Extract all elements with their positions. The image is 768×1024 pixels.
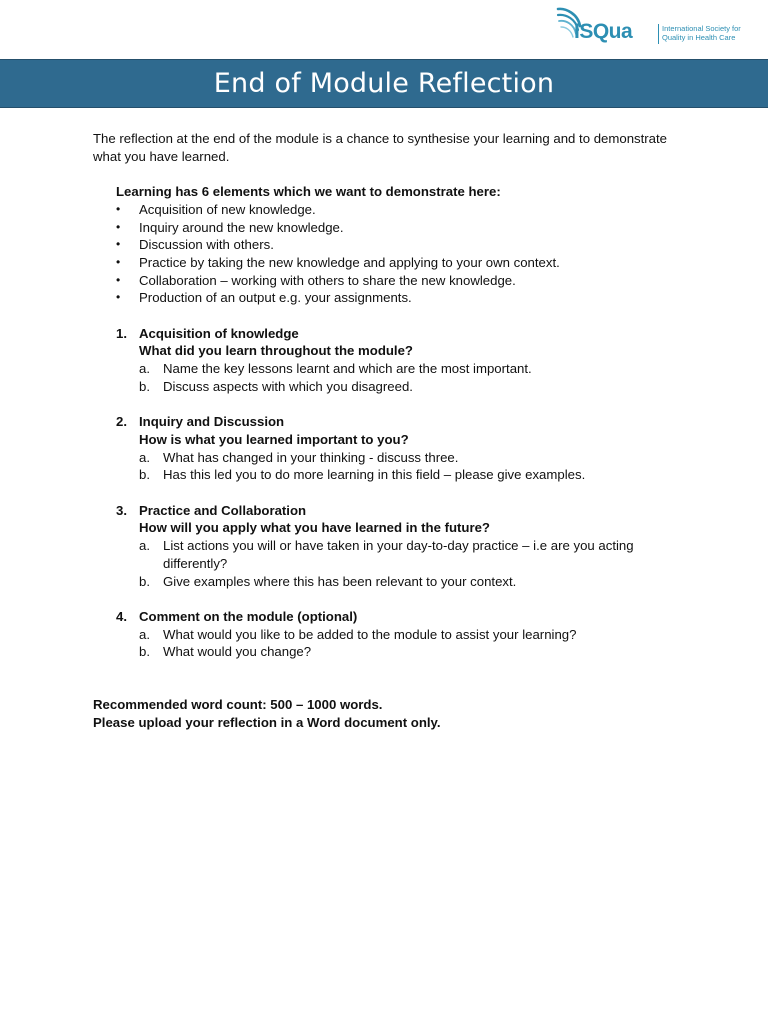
section-items [139,360,673,395]
section-item [139,643,673,661]
isqua-logo [556,6,762,46]
bullet-icon: • [116,272,121,287]
section-item [139,360,673,378]
section-items [139,449,673,484]
item-text: List actions you will or have taken in your day-to-day practice – i.e are you acting differently? [163,538,634,571]
footer-notes [93,696,673,731]
reflection-section [116,608,673,661]
section-item [139,449,673,467]
section-heading: Practice and Collaboration [139,502,307,518]
item-letter: a. [139,538,150,554]
reflection-section [116,325,673,396]
logo-wordmark: ISQua [574,20,633,43]
section-question: How is what you learned important to you? [139,431,409,447]
bullet-icon: • [116,201,121,216]
item-text: Has this led you to do more learning in this field – please give examples. [163,467,586,483]
element-item [116,254,673,272]
element-text: Production of an output e.g. your assignments. [139,290,412,306]
section-item [139,537,673,572]
item-text: Give examples where this has been relevant to your context. [163,573,517,589]
item-text: What has changed in your thinking - discuss three. [163,449,459,465]
section-heading: Acquisition of knowledge [139,325,299,341]
element-text: Collaboration – working with others to share the new knowledge. [139,272,516,288]
reflection-section [116,413,673,484]
item-text: What would you change? [163,644,312,660]
element-item [116,272,673,290]
reflection-section [116,502,673,591]
section-heading: Inquiry and Discussion [139,414,285,430]
section-item [139,466,673,484]
intro-paragraph: The reflection at the end of the module is a chance to synthesise your learning and to demonstrate what you have learned. [93,131,668,164]
bullet-icon: • [116,290,121,305]
element-text: Acquisition of new knowledge. [139,201,316,217]
item-text: Discuss aspects with which you disagreed. [163,378,413,394]
element-item [116,289,673,307]
elements-list [116,201,673,307]
element-text: Discussion with others. [139,237,274,253]
element-item [116,219,673,237]
logo-tagline: International Society for Quality in Health Care [662,24,741,42]
item-letter: a. [139,361,150,377]
section-item [139,626,673,644]
section-heading: Comment on the module (optional) [139,608,358,624]
document-body [93,130,673,731]
reflection-sections [93,325,673,661]
upload-note: Please upload your reflection in a Word document only. [93,714,441,730]
learning-elements-block [93,183,673,307]
element-text: Practice by taking the new knowledge and applying to your own context. [139,254,560,270]
section-item [139,573,673,591]
element-item [116,201,673,219]
section-items [139,626,673,661]
item-text: Name the key lessons learnt and which are the most important. [163,361,532,377]
logo-divider [658,24,659,44]
section-number: 2. [116,414,127,430]
item-text: What would you like to be added to the module to assist your learning? [163,626,577,642]
title-bar [0,59,768,108]
item-letter: a. [139,626,150,642]
section-item [139,378,673,396]
element-item [116,236,673,254]
section-number: 3. [116,502,127,518]
section-items [139,537,673,590]
bullet-icon: • [116,219,121,234]
item-letter: a. [139,449,150,465]
section-question: What did you learn throughout the module? [139,343,413,359]
section-number: 1. [116,325,127,341]
bullet-icon: • [116,237,121,252]
element-text: Inquiry around the new knowledge. [139,219,344,235]
section-number: 4. [116,608,127,624]
bullet-icon: • [116,254,121,269]
item-letter: b. [139,378,150,394]
word-count-note: Recommended word count: 500 – 1000 words. [93,697,383,713]
elements-heading: Learning has 6 elements which we want to demonstrate here: [116,184,501,200]
section-question: How will you apply what you have learned in the future? [139,520,490,536]
item-letter: b. [139,573,150,589]
item-letter: b. [139,644,150,660]
page-title: End of Module Reflection [213,68,555,99]
item-letter: b. [139,467,150,483]
